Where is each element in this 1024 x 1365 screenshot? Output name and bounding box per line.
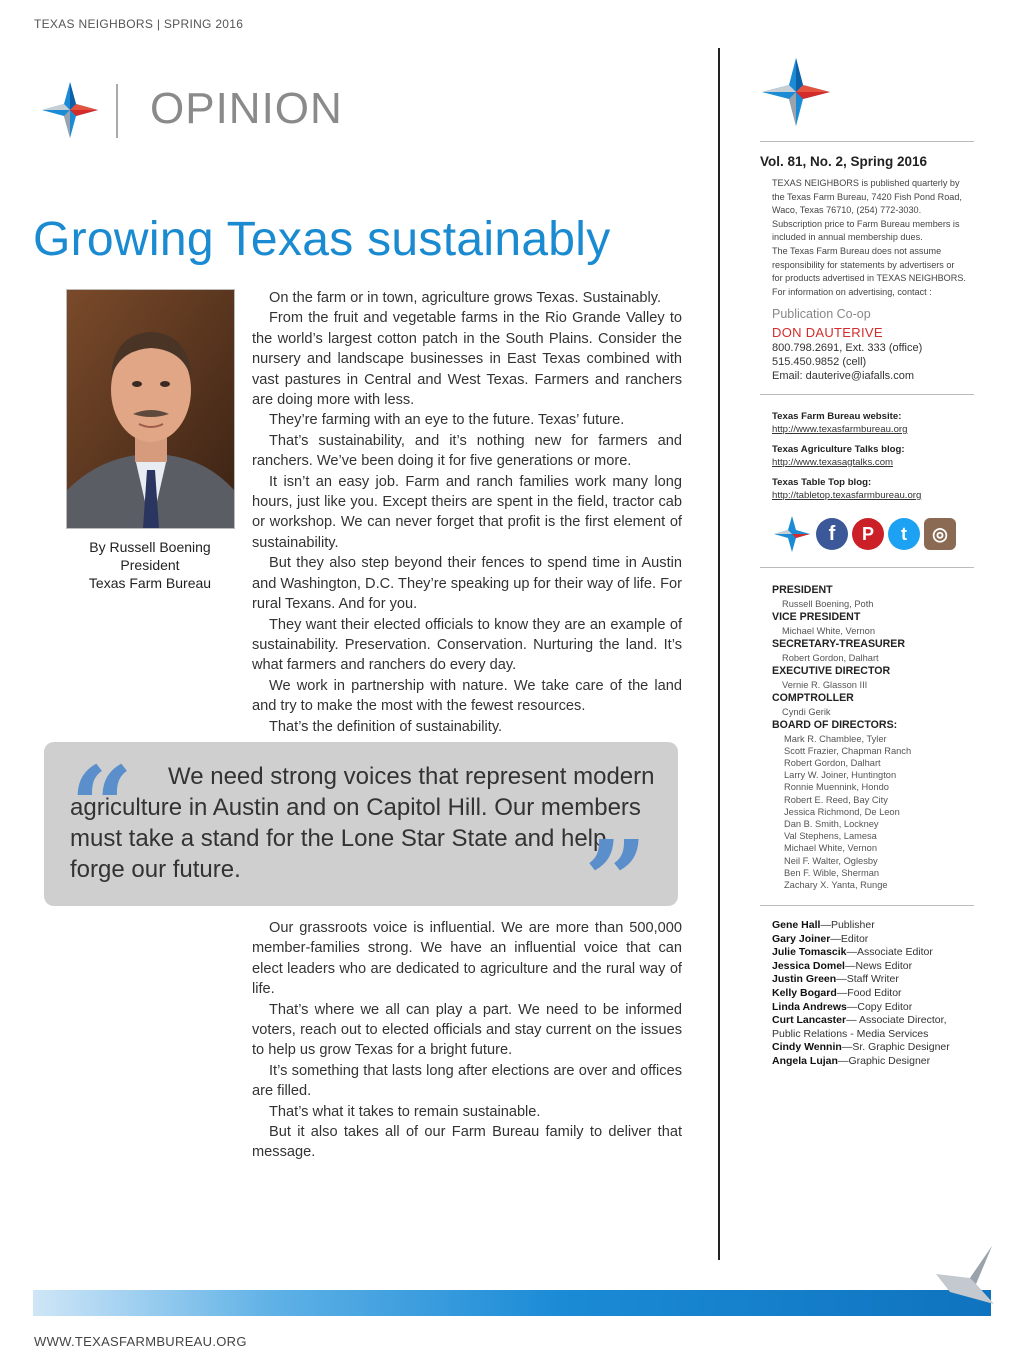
staff-name: Jessica Domel — [772, 959, 845, 972]
twitter-icon[interactable]: t — [888, 518, 920, 550]
staff-role: —News Editor — [844, 959, 913, 972]
officers-list — [772, 584, 977, 891]
masthead-info — [772, 177, 977, 299]
officer-name: Robert Gordon, Dalhart — [782, 652, 879, 663]
divider — [760, 567, 974, 568]
staff-entry — [772, 987, 972, 1001]
officer-name: Michael White, Vernon — [782, 625, 876, 636]
staff-name: Justin Green — [772, 973, 837, 986]
author-photo — [66, 289, 235, 529]
board-title: BOARD OF DIRECTORS: — [772, 719, 898, 731]
contact-cell: 515.450.9852 (cell) — [772, 356, 867, 368]
board-member: Jessica Richmond, De Leon — [784, 806, 900, 817]
publication-coop: Publication Co-op — [772, 307, 871, 321]
officer-title: SECRETARY-TREASURER — [772, 638, 906, 650]
divider — [760, 394, 974, 395]
star-corner-icon — [930, 1244, 994, 1304]
pinterest-icon[interactable]: P — [852, 518, 884, 550]
staff-role: —Staff Writer — [836, 973, 899, 986]
staff-role: —Copy Editor — [846, 1000, 913, 1013]
board-member: Zachary X. Yanta, Runge — [784, 879, 888, 890]
masthead-line: Subscription price to Farm Bureau members is — [772, 218, 960, 229]
board-member: Michael White, Vernon — [784, 843, 878, 854]
board-member: Neil F. Walter, Oglesby — [784, 855, 878, 866]
staff-entry — [772, 1001, 972, 1015]
staff-name: Gene Hall — [772, 919, 821, 931]
footer-url[interactable]: WWW.TEXASFARMBUREAU.ORG — [34, 1334, 247, 1349]
section-title: OPINION — [150, 84, 343, 133]
staff-entry — [772, 960, 972, 974]
masthead-line: Waco, Texas 76710, (254) 772-3030. — [772, 205, 922, 216]
social-icons — [772, 514, 956, 554]
star-logo-icon — [760, 56, 832, 128]
staff-entry — [772, 946, 972, 960]
star-logo-icon — [40, 80, 100, 140]
section-divider — [116, 84, 118, 138]
star-small-icon — [772, 514, 812, 554]
article-body-bottom — [252, 918, 682, 1163]
staff-entry — [772, 919, 972, 933]
paragraph: It isn’t an easy job. Farm and ranch families work many long hours, just like you. Except theirs are spent in the field, tractor cab or workshop. We can never forget that profit is the first element of sustainability. — [252, 473, 682, 551]
byline-org: Texas Farm Bureau — [88, 575, 212, 591]
instagram-icon[interactable]: ◎ — [924, 518, 956, 550]
board-member: Robert E. Reed, Bay City — [784, 794, 888, 805]
paragraph: It’s something that lasts long after elections are over and offices are filled. — [252, 1062, 682, 1100]
officer-name: Cyndi Gerik — [782, 706, 831, 717]
officer-title: VICE PRESIDENT — [772, 611, 861, 623]
board-member: Ronnie Muennink, Hondo — [784, 782, 889, 793]
staff-name: Angela Lujan — [772, 1054, 838, 1067]
article-body-top — [252, 288, 682, 737]
staff-name: Gary Joiner — [772, 932, 831, 945]
paragraph: They’re farming with an eye to the future. Texas’ future. — [269, 412, 625, 429]
board-member: Val Stephens, Lamesa — [784, 831, 877, 842]
staff-entry — [772, 1041, 972, 1055]
staff-role: —Publisher — [820, 919, 875, 931]
staff-entry — [772, 1055, 972, 1069]
staff-role: —Sr. Graphic Designer — [841, 1041, 950, 1054]
staff-name: Cindy Wennin — [772, 1041, 842, 1054]
pull-quote-body: We need strong voices that represent modern agriculture in Austin and on Capitol Hill. Our members must take a stand for the Lone Star State and help forge our future. — [70, 763, 655, 883]
board-member: Dan B. Smith, Lockney — [784, 818, 879, 829]
masthead-line: For information on advertising, contact : — [772, 286, 932, 297]
link-title: Texas Table Top blog: — [772, 477, 872, 488]
board-member: Scott Frazier, Chapman Ranch — [784, 745, 912, 756]
paragraph: That’s the definition of sustainability. — [269, 718, 503, 735]
board-member: Ben F. Wible, Sherman — [784, 867, 880, 878]
contact-office: 800.798.2691, Ext. 333 (office) — [772, 342, 923, 354]
article-headline: Growing Texas sustainably — [33, 213, 611, 266]
masthead-line: TEXAS NEIGHBORS is published quarterly by — [772, 178, 960, 188]
officer-title: COMPTROLLER — [772, 692, 854, 704]
contact-name: DON DAUTERIVE — [772, 325, 883, 340]
staff-name: Curt Lancaster — [772, 1014, 847, 1027]
paragraph: We work in partnership with nature. We take care of the land and try to make the most with the fewest resources. — [252, 677, 682, 715]
masthead-line: responsibility for statements by advertisers or — [772, 259, 955, 270]
staff-entry — [772, 933, 972, 947]
paragraph: Our grassroots voice is influential. We are more than 500,000 member-families strong. We have an influential voice that can elect leaders who are dedicated to agriculture and the rural way of life. — [252, 920, 682, 998]
blog-link[interactable]: http://www.texasagtalks.com — [772, 457, 894, 468]
masthead-line: The Texas Farm Bureau does not assume — [772, 245, 942, 256]
running-head: TEXAS NEIGHBORS | SPRING 2016 — [34, 17, 244, 31]
paragraph: On the farm or in town, agriculture grows Texas. Sustainably. — [269, 290, 662, 306]
tabletop-link[interactable]: http://tabletop.texasfarmbureau.org — [772, 490, 922, 501]
staff-list — [772, 919, 972, 1069]
paragraph: From the fruit and vegetable farms in the Rio Grande Valley to the world’s largest cotton patch in the South Plains. Consider the nursery and landscape businesses in East Texas combined with vast pastures in Central and West Texas. Farmers and ranchers are doing more with less. — [252, 310, 682, 409]
staff-role: —Food Editor — [836, 986, 902, 999]
officer-title: EXECUTIVE DIRECTOR — [772, 665, 891, 677]
facebook-icon[interactable]: f — [816, 518, 848, 550]
board-member: Mark R. Chamblee, Tyler — [784, 733, 887, 744]
staff-name: Julie Tomascik — [772, 946, 847, 959]
link-title: Texas Farm Bureau website: — [772, 411, 902, 422]
officer-name: Russell Boening, Poth — [782, 598, 874, 609]
close-quote-icon: ” — [584, 816, 648, 945]
staff-entry — [772, 1014, 972, 1041]
paragraph: But it also takes all of our Farm Bureau family to deliver that message. — [252, 1124, 682, 1161]
divider — [760, 141, 974, 142]
open-quote-icon: “ — [70, 742, 134, 871]
paragraph: That’s what it takes to remain sustainable. — [269, 1103, 541, 1120]
website-link[interactable]: http://www.texasfarmbureau.org — [772, 424, 908, 435]
staff-name: Linda Andrews — [772, 1000, 847, 1013]
divider — [760, 905, 974, 906]
staff-entry — [772, 973, 972, 987]
staff-role: —Editor — [830, 932, 869, 945]
officer-name: Vernie R. Glasson III — [782, 679, 868, 690]
staff-role: —Graphic Designer — [837, 1054, 931, 1067]
paragraph: That’s sustainability, and it’s nothing new for farmers and ranchers. We’ve been doing it for five generations or more. — [252, 432, 682, 470]
paragraph: They want their elected officials to know they are an example of sustainability. Preservation. Conservation. Nurturing the land. It’s what farmers and ranchers do every day. — [252, 616, 682, 674]
paragraph: But they also step beyond their fences to spend time in Austin and Washington, D.C. They’re speaking up for their way of life. For rural Texans. And for you. — [252, 555, 682, 613]
contact-email: Email: dauterive@iafalls.com — [772, 370, 914, 382]
byline-title: President — [120, 557, 180, 573]
byline — [60, 538, 240, 592]
masthead-line: the Texas Farm Bureau, 7420 Fish Pond Road, — [772, 191, 962, 202]
officer-title: PRESIDENT — [772, 584, 833, 596]
link-title: Texas Agriculture Talks blog: — [772, 444, 905, 455]
masthead-line: for products advertised in TEXAS NEIGHBORS. — [772, 273, 966, 284]
footer-band — [33, 1290, 991, 1316]
staff-name: Kelly Bogard — [772, 986, 837, 999]
board-member: Larry W. Joiner, Huntington — [784, 770, 897, 781]
staff-role: —Associate Editor — [846, 946, 933, 959]
masthead-line: included in annual membership dues. — [772, 232, 923, 243]
column-rule — [718, 48, 720, 1260]
paragraph: That’s where we all can play a part. We need to be informed voters, reach out to elected officials and stay current on the issues to help us grow Texas for a bright future. — [252, 1001, 682, 1059]
byline-name: By Russell Boening — [89, 539, 211, 555]
pull-quote-text — [70, 761, 660, 885]
volume-info: Vol. 81, No. 2, Spring 2016 — [760, 154, 928, 169]
board-member: Robert Gordon, Dalhart — [784, 757, 881, 768]
staff-role: — Associate Director, Public Relations - Media Services — [772, 1014, 947, 1040]
